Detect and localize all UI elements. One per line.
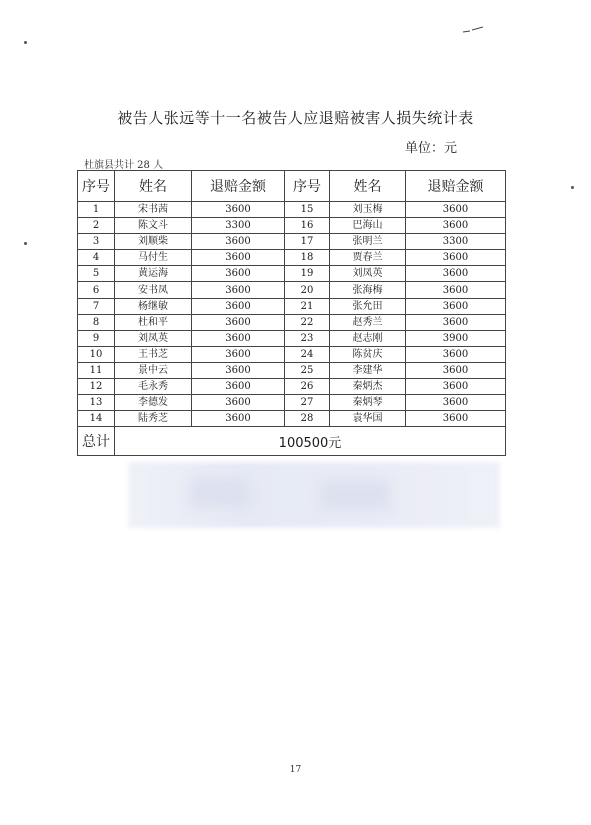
amount-cell: 3600: [406, 362, 506, 378]
name-cell: 王书芝: [115, 346, 192, 362]
amount-cell: 3600: [406, 202, 506, 218]
seq-cell: 4: [78, 250, 115, 266]
blurred-stamp-area: [128, 462, 500, 528]
pen-mark: [462, 26, 484, 34]
seq-cell: 28: [285, 411, 330, 427]
name-cell: 赵志刚: [330, 330, 406, 346]
name-cell: 袁华国: [330, 411, 406, 427]
amount-cell: 3300: [192, 218, 285, 234]
table-row: [78, 314, 506, 330]
amount-cell: 3600: [192, 411, 285, 427]
table-row: [78, 202, 506, 218]
seq-cell: 18: [285, 250, 330, 266]
amount-cell: 3600: [406, 395, 506, 411]
speck: [24, 242, 27, 245]
seq-cell: 16: [285, 218, 330, 234]
table-row: [78, 346, 506, 362]
speck: [571, 186, 574, 189]
speck: [24, 41, 27, 44]
blurred-stamp-area: [190, 478, 250, 508]
seq-cell: 20: [285, 282, 330, 298]
seq-cell: 27: [285, 395, 330, 411]
name-cell: 刘凤英: [330, 266, 406, 282]
name-cell: 张明兰: [330, 234, 406, 250]
table-row: [78, 234, 506, 250]
seq-cell: 23: [285, 330, 330, 346]
amount-cell: 3600: [192, 282, 285, 298]
name-cell: 宋书茜: [115, 202, 192, 218]
table-row: [78, 266, 506, 282]
seq-cell: 6: [78, 282, 115, 298]
header-name: 姓名: [115, 171, 192, 202]
table-row: [78, 379, 506, 395]
amount-cell: 3600: [406, 250, 506, 266]
table-row: [78, 330, 506, 346]
seq-cell: 12: [78, 379, 115, 395]
seq-cell: 19: [285, 266, 330, 282]
county-note: 杜旗县共计 28 人: [84, 160, 164, 171]
name-cell: 安书凤: [115, 282, 192, 298]
seq-cell: 17: [285, 234, 330, 250]
name-cell: 张允田: [330, 298, 406, 314]
name-cell: 杜和平: [115, 314, 192, 330]
header-amount: 退赔金额: [192, 171, 285, 202]
name-cell: 李德发: [115, 395, 192, 411]
amount-cell: 3600: [192, 346, 285, 362]
table-row: [78, 282, 506, 298]
amount-cell: 3900: [406, 330, 506, 346]
amount-cell: 3600: [406, 298, 506, 314]
name-cell: 李建华: [330, 362, 406, 378]
total-row: [78, 427, 506, 456]
amount-cell: 3600: [192, 202, 285, 218]
name-cell: 巴海山: [330, 218, 406, 234]
name-cell: 黄运海: [115, 266, 192, 282]
name-cell: 杨继敏: [115, 298, 192, 314]
seq-cell: 14: [78, 411, 115, 427]
amount-cell: 3600: [406, 411, 506, 427]
amount-cell: 3600: [406, 282, 506, 298]
amount-cell: 3600: [192, 395, 285, 411]
seq-cell: 21: [285, 298, 330, 314]
amount-cell: 3600: [192, 314, 285, 330]
seq-cell: 8: [78, 314, 115, 330]
seq-cell: 3: [78, 234, 115, 250]
table-row: [78, 411, 506, 427]
seq-cell: 10: [78, 346, 115, 362]
amount-cell: 3600: [192, 330, 285, 346]
name-cell: 贾春兰: [330, 250, 406, 266]
name-cell: 张海梅: [330, 282, 406, 298]
amount-cell: 3600: [192, 362, 285, 378]
amount-cell: 3600: [192, 250, 285, 266]
amount-cell: 3600: [406, 266, 506, 282]
seq-cell: 7: [78, 298, 115, 314]
seq-cell: 24: [285, 346, 330, 362]
table-row: [78, 395, 506, 411]
header-seq-2: 序号: [285, 171, 330, 202]
seq-cell: 26: [285, 379, 330, 395]
seq-cell: 1: [78, 202, 115, 218]
amount-cell: 3300: [406, 234, 506, 250]
amount-cell: 3600: [192, 266, 285, 282]
seq-cell: 13: [78, 395, 115, 411]
table-row: [78, 218, 506, 234]
name-cell: 景中云: [115, 362, 192, 378]
amount-cell: 3600: [192, 298, 285, 314]
blurred-stamp-area: [320, 480, 390, 510]
name-cell: 刘玉梅: [330, 202, 406, 218]
name-cell: 刘顺柴: [115, 234, 192, 250]
table-row: [78, 250, 506, 266]
table-row: [78, 298, 506, 314]
table-row: [78, 362, 506, 378]
amount-cell: 3600: [192, 379, 285, 395]
name-cell: 马付生: [115, 250, 192, 266]
unit-label: 单位：元: [405, 141, 458, 156]
page-number: 17: [289, 765, 302, 775]
name-cell: 陆秀芝: [115, 411, 192, 427]
amount-cell: 3600: [406, 314, 506, 330]
name-cell: 陈文斗: [115, 218, 192, 234]
seq-cell: 15: [285, 202, 330, 218]
compensation-table: [77, 170, 506, 456]
total-value: 100500元: [115, 427, 506, 456]
name-cell: 陈贫庆: [330, 346, 406, 362]
amount-cell: 3600: [406, 379, 506, 395]
name-cell: 刘凤英: [115, 330, 192, 346]
name-cell: 秦炳琴: [330, 395, 406, 411]
name-cell: 赵秀兰: [330, 314, 406, 330]
seq-cell: 9: [78, 330, 115, 346]
seq-cell: 22: [285, 314, 330, 330]
table-header-row: [78, 171, 506, 202]
header-seq: 序号: [78, 171, 115, 202]
amount-cell: 3600: [406, 346, 506, 362]
seq-cell: 25: [285, 362, 330, 378]
header-amount-2: 退赔金额: [406, 171, 506, 202]
name-cell: 秦炳杰: [330, 379, 406, 395]
header-name-2: 姓名: [330, 171, 406, 202]
seq-cell: 11: [78, 362, 115, 378]
name-cell: 毛永秀: [115, 379, 192, 395]
document-title: 被告人张远等十一名被告人应退赔被害人损失统计表: [117, 109, 474, 127]
seq-cell: 5: [78, 266, 115, 282]
amount-cell: 3600: [192, 234, 285, 250]
amount-cell: 3600: [406, 218, 506, 234]
total-label: 总计: [78, 427, 115, 456]
seq-cell: 2: [78, 218, 115, 234]
